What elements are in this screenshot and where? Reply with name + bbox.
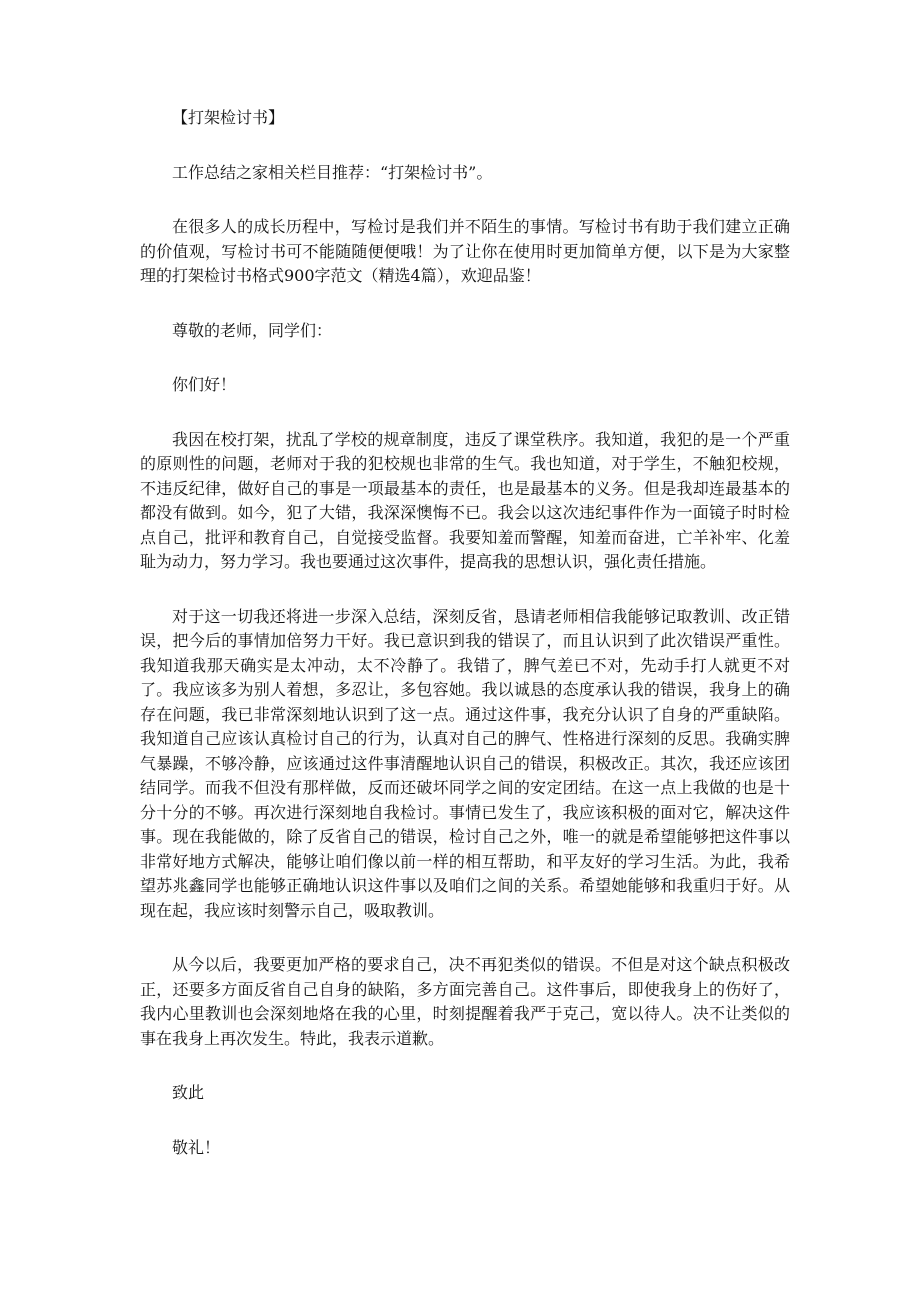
- closing-line-1: 致此: [172, 1083, 205, 1102]
- body-paragraph-3: 从今以后，我要更加严格的要求自己，决不再犯类似的错误。不但是对这个缺点积极改正，还要多方面反省自己自身的缺陷，多方面完善自己。这件事后，即使我身上的伤好了，我内心里教训也会深刻地烙在我的心里，时刻提醒着我严于克己，宽以待人。决不让类似的事在我身上再次发生。特此，我表示道歉。: [140, 955, 790, 1048]
- body-paragraph-1: 我因在校打架，扰乱了学校的规章制度，违反了课堂秩序。我知道，我犯的是一个严重的原则性的问题，老师对于我的犯校规也非常的生气。我也知道，对于学生，不触犯校规，不违反纪律，做好自己的事是一项最基本的责任，也是最基本的义务。但是我却连最基本的都没有做到。如今，犯了大错，我深深懊悔不已。我会以这次违纪事件作为一面镜子时时检点自己，批评和教育自己，自觉接受监督。我要知羞而警醒，知羞而奋进，亡羊补牢、化羞耻为动力，努力学习。我也要通过这次事件，提高我的思想认识，强化责任措施。: [140, 429, 790, 571]
- intro-paragraph: 在很多人的成长历程中，写检讨是我们并不陌生的事情。写检讨书有助于我们建立正确的价值观，写检讨书可不能随随便便哦！为了让你在使用时更加简单方便，以下是为大家整理的打架检讨书格式900字范文（精选4篇），欢迎品鉴！: [140, 217, 790, 285]
- document-title: 【打架检讨书】: [172, 108, 285, 127]
- closing-line-2: 敬礼！: [172, 1137, 221, 1157]
- body-paragraph-2: 对于这一切我还将进一步深入总结，深刻反省，恳请老师相信我能够记取教训、改正错误，把今后的事情加倍努力干好。我已意识到我的错误了，而且认识到了此次错误严重性。我知道我那天确实是太冲动，太不冷静了。我错了，脾气差已不对，先动手打人就更不对了。我应该多为别人着想，多忍让，多包容她。我以诚恳的态度承认我的错误，我身上的确存在问题，我已非常深刻地认识到了这一点。通过这件事，我充分认识了自身的严重缺陷。我知道自己应该认真检讨自己的行为，认真对自己的脾气、性格进行深刻的反思。我确实脾气暴躁，不够冷静，应该通过这件事清醒地认识自己的错误，积极改正。其次，我还应该团结同学。而我不但没有那样做，反而还破坏同学之间的安定团结。在这一点上我做的也是十分十分的不够。再次进行深刻地自我检讨。事情已发生了，我应该积极的面对它，解决这件事。现在我能做的，除了反省自己的错误，检讨自己之外，唯一的就是希望能够把这件事以非常好地方式解决，能够让咱们像以前一样的相互帮助，和平友好的学习生活。为此，我希望苏兆鑫同学也能够正确地认识这件事以及咱们之间的关系。希望她能够和我重归于好。从现在起，我应该时刻警示自己，吸取教训。: [140, 606, 790, 920]
- greeting: 你们好！: [172, 375, 237, 394]
- document-page: [140, 106, 790, 1190]
- intro-recommend: 工作总结之家相关栏目推荐：“打架检讨书”。: [172, 162, 493, 182]
- salutation: 尊敬的老师，同学们：: [172, 320, 333, 340]
